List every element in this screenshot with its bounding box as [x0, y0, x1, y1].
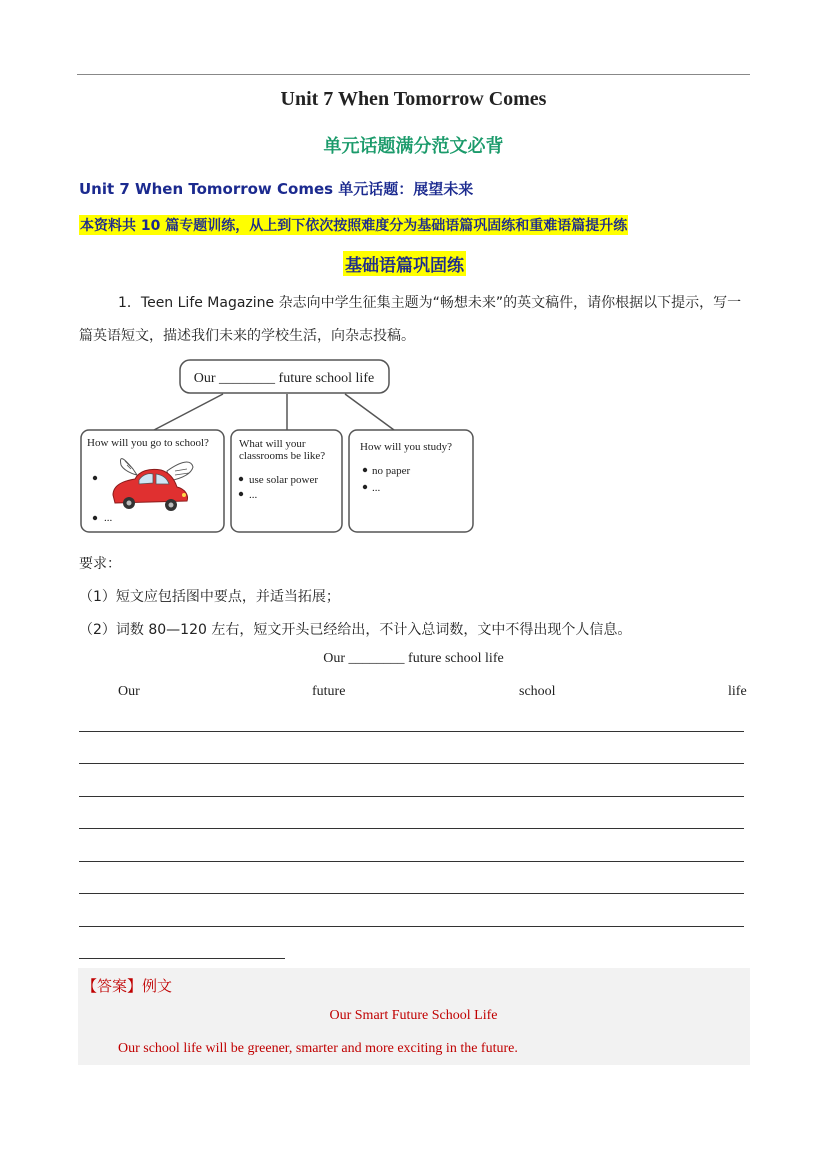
- requirement-1: （1）短文应包括图中要点，并适当拓展；: [79, 589, 340, 605]
- connector-line: [345, 394, 394, 430]
- requirement-2: （2）词数 80—120 左右，短文开头已经给出，不计入总词数，文中不得出现个人信息。: [79, 622, 632, 638]
- classroom-box-title-1: What will your: [239, 438, 306, 450]
- center-box-label: Our ________ future school life: [193, 371, 375, 386]
- opening-word: school: [519, 684, 556, 699]
- opening-word: life: [728, 684, 747, 699]
- writing-line-short[interactable]: [79, 958, 285, 959]
- study-bullet-1: no paper: [372, 465, 411, 477]
- mind-map-diagram: [79, 357, 475, 535]
- page-title: Unit 7 When Tomorrow Comes: [280, 88, 547, 110]
- answer-label: 【答案】例文: [82, 977, 173, 995]
- bullet-dot: [363, 485, 367, 489]
- classroom-bullet-1: use solar power: [249, 474, 319, 486]
- question-line-2: 篇英语短文，描述我们未来的学校生活，向杂志投稿。: [79, 328, 415, 344]
- writing-line[interactable]: [79, 796, 744, 797]
- section-heading: 基础语篇巩固练: [343, 251, 466, 276]
- bullet-dot: [239, 477, 243, 481]
- question-line-1: 1．Teen Life Magazine 杂志向中学生征集主题为“畅想未来”的英文稿件，请你根据以下提示，写一: [118, 295, 742, 311]
- transport-box-title: How will you go to school?: [87, 437, 209, 449]
- bullet-dot: [239, 492, 243, 496]
- classroom-bullet-2: ...: [249, 489, 258, 501]
- bullet-dot: [93, 476, 97, 480]
- answer-title: Our Smart Future School Life: [329, 1008, 498, 1023]
- bullet-dot: [93, 516, 97, 520]
- writing-line[interactable]: [79, 926, 744, 927]
- page-subtitle: 单元话题满分范文必背: [323, 136, 504, 157]
- opening-word: Our: [118, 684, 140, 699]
- connector-line: [154, 394, 223, 430]
- study-box-title: How will you study?: [360, 441, 452, 453]
- writing-line[interactable]: [79, 763, 744, 764]
- opening-word: future: [312, 684, 346, 699]
- resource-note: 本资料共 10 篇专题训练，从上到下依次按照难度分为基础语篇巩固练和重难语篇提升练: [79, 215, 628, 235]
- study-bullet-2: ...: [372, 482, 381, 494]
- writing-line[interactable]: [79, 861, 744, 862]
- unit-topic: Unit 7 When Tomorrow Comes 单元话题：展望未来: [79, 180, 474, 198]
- top-rule: [77, 74, 750, 75]
- requirements-heading: 要求：: [79, 556, 121, 572]
- writing-line[interactable]: [79, 731, 744, 732]
- writing-line[interactable]: [79, 893, 744, 894]
- bullet-dot: [363, 468, 367, 472]
- writing-line[interactable]: [79, 828, 744, 829]
- answer-body: Our school life will be greener, smarter and more exciting in the future.: [118, 1041, 518, 1056]
- essay-title: Our ________ future school life: [323, 651, 504, 666]
- classroom-box-title-2: classrooms be like?: [239, 450, 326, 462]
- transport-bullet-2: ...: [104, 512, 113, 524]
